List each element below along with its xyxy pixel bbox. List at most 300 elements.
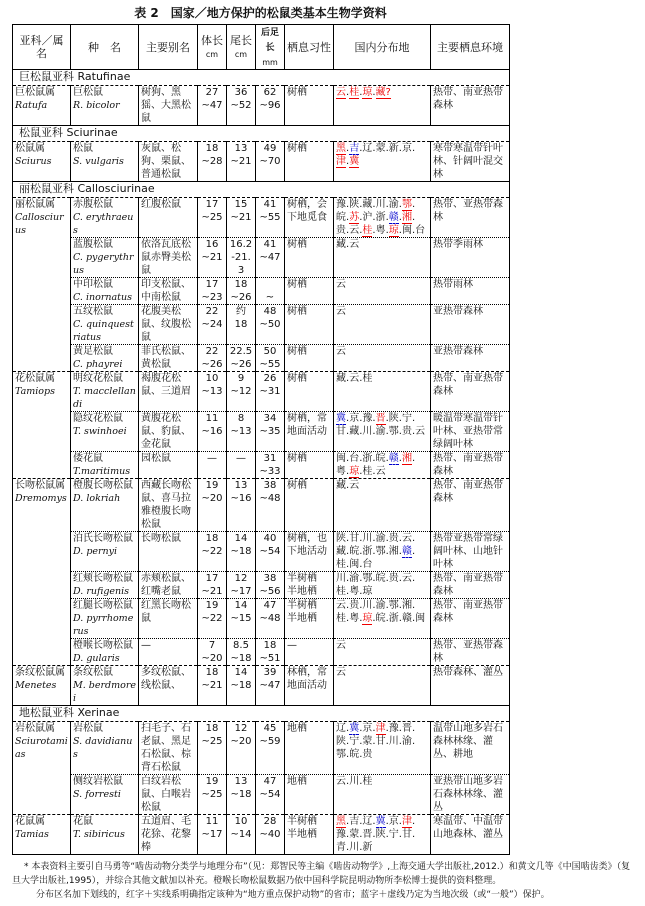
body-unit: cm (205, 49, 219, 59)
province-secondary-protected: 赣 (401, 546, 412, 557)
province-plain: 云 (336, 640, 346, 651)
province-key-protected: 琼 (362, 613, 373, 624)
habitat-cell: 热带、南亚热带森林 (431, 372, 510, 412)
province-plain: 云 (349, 239, 360, 250)
subfamily-name: 地松鼠亚科 Xerinae (13, 706, 510, 722)
body-length: 18 ~21 (198, 666, 227, 706)
province-plain: 豫 (336, 829, 346, 840)
province-plain: 豫 (388, 723, 399, 734)
province-plain: 豫 (362, 413, 373, 424)
province-plain: 京 (349, 413, 360, 424)
species-cn: 蓝腹松鼠 (73, 239, 113, 250)
province-key-protected: 晋 (375, 413, 386, 424)
habit-cell: 树栖 (285, 372, 334, 412)
province-plain: 贵 (349, 600, 360, 611)
province-plain: 云 (336, 600, 346, 611)
province-key-protected: 桂 (362, 225, 373, 236)
province-plain: 京 (401, 143, 412, 154)
species-cn: 泊氏长吻松鼠 (73, 533, 133, 544)
species-cell (71, 412, 139, 452)
genus-cn: 条纹松鼠属 (15, 667, 65, 678)
distribution-cell: 云.桂.琼.藏? (334, 86, 431, 126)
province-plain: 川 (362, 533, 373, 544)
tail-length: 13 ~16 (227, 479, 256, 532)
tail-length: 13 ~21 (227, 142, 256, 182)
province-plain: 闽 (415, 613, 426, 624)
distribution-cell (334, 278, 431, 305)
province-key-protected: 桂 (349, 87, 360, 98)
body-length: 17 ~23 (198, 278, 227, 305)
province-plain: 蒙 (362, 736, 373, 747)
habitat-cell: 热带、亚热带森林 (431, 639, 510, 666)
habit-cell: 地栖 (285, 775, 334, 815)
province-plain: 桂 (336, 613, 346, 624)
province-plain: 皖 (336, 212, 346, 223)
subfamily-row (13, 706, 510, 722)
province-plain: 吉 (349, 816, 360, 827)
tail-length: 22.5 ~26 (227, 345, 256, 372)
table-row (13, 639, 510, 666)
genus-latin: Dremomys (15, 493, 67, 504)
body-length: 10 ~13 (198, 372, 227, 412)
province-plain: 云 (336, 346, 346, 357)
province-plain: 贵 (362, 749, 373, 760)
species-cn: 松鼠 (73, 143, 93, 154)
subfamily-name: 丽松鼠亚科 Callosciurinae (13, 182, 510, 198)
province-plain: 鄂 (388, 600, 399, 611)
habit-cell: 树栖 (285, 305, 334, 345)
body-length: — (198, 452, 227, 479)
table-row (13, 532, 510, 572)
species-cn: 倭花鼠 (73, 453, 103, 464)
province-secondary-protected: 冀 (349, 723, 360, 734)
province-plain: 桂 (362, 776, 373, 787)
table-row (13, 815, 510, 855)
habitat-cell: 亚热带森林 (431, 305, 510, 345)
province-plain: 粤 (349, 586, 360, 597)
alias-cell: 印支松鼠、中南松鼠 (139, 278, 198, 305)
province-plain: 晋 (362, 829, 373, 840)
foot-length: 40 ~54 (256, 532, 285, 572)
habit-cell: 树栖 (285, 452, 334, 479)
province-key-protected: 津 (401, 816, 412, 827)
col-dist: 国内分布地 (334, 25, 431, 70)
species-cn: 侧纹岩松鼠 (73, 776, 123, 787)
table-row (13, 572, 510, 599)
province-plain: 浙 (362, 546, 373, 557)
province-plain: 渝 (375, 426, 386, 437)
province-plain: 贵 (388, 533, 399, 544)
province-plain: 皖 (375, 453, 386, 464)
col-alias: 主要别名 (139, 25, 198, 70)
species-latin: T. sibiricus (73, 829, 125, 840)
province-plain: 皖 (375, 573, 386, 584)
table-row (13, 722, 510, 775)
tail-length: — (227, 452, 256, 479)
footnote-line: * 本表资料主要引自马勇等“啮齿动物分类学与地理分布”（见：郑智民等主编《啮齿动物学》,上海交通大学出版社,2012.）和黄文几等《中国啮齿类》（复旦大学出版社,1995），并综合其他文献加以补充。橙喉长吻松鼠数据乃依中国科学院昆明动物所李松博士提供的资料整理。 (12, 862, 631, 886)
province-plain: 鄂 (375, 546, 386, 557)
alias-cell: 长吻松鼠 (139, 532, 198, 572)
species-cn: 条纹松鼠 (73, 667, 113, 678)
distribution-cell: 黑.吉.辽.蒙.新.京.津.冀 (334, 142, 431, 182)
foot-length: 26 ~31 (256, 372, 285, 412)
tail-length: 8 ~13 (227, 412, 256, 452)
habitat-cell: 寒带寒温带针叶林、针阔叶混交林 (431, 142, 510, 182)
body-length: 19 ~25 (198, 775, 227, 815)
table-row (13, 198, 510, 238)
tail-length: 9 ~12 (227, 372, 256, 412)
habit-cell: 地栖 (285, 722, 334, 775)
province-secondary-protected: 赣 (388, 212, 399, 223)
province-plain: 鄂 (336, 749, 346, 760)
genus-latin: Tamiops (15, 386, 55, 397)
province-plain: 甘 (401, 829, 412, 840)
species-latin: C. pygerythrus (73, 252, 134, 276)
province-plain: 川 (375, 199, 386, 210)
species-latin: T.maritimus (73, 466, 131, 477)
body-length: 17 ~25 (198, 198, 227, 238)
table-row (13, 142, 510, 182)
foot-length: 45 ~59 (256, 722, 285, 775)
province-plain: 渝 (375, 600, 386, 611)
habitat-cell: 热带亚热带常绿阔叶林、山地针叶林 (431, 532, 510, 572)
species-latin: S. vulgaris (73, 156, 124, 167)
habit-cell: 树栖，常地面活动 (285, 412, 334, 452)
table-row (13, 666, 510, 706)
table-row (13, 372, 510, 412)
province-plain: 晋 (401, 723, 412, 734)
foot-length: 38 ~56 (256, 572, 285, 599)
habit-cell: 树栖 (285, 86, 334, 126)
province-plain: 陕 (388, 413, 399, 424)
species-latin: C. phayrei (73, 359, 123, 370)
species-cell (71, 198, 139, 238)
province-plain: 台 (349, 453, 360, 464)
province-key-protected: 鄂 (401, 199, 412, 210)
province-plain: 辽 (362, 816, 373, 827)
province-plain: 藏 (336, 373, 346, 384)
province-plain: 蒙 (349, 829, 360, 840)
genus-cell (13, 479, 71, 666)
alias-cell: 园松鼠 (139, 452, 198, 479)
province-plain: 陕 (349, 199, 360, 210)
province-plain: 云 (336, 776, 346, 787)
tail-length: 14 ~18 (227, 666, 256, 706)
header-row (13, 25, 510, 70)
body-length: 16 ~21 (198, 238, 227, 278)
species-cell (71, 775, 139, 815)
body-length: 19 ~22 (198, 599, 227, 639)
distribution-cell (334, 639, 431, 666)
subfamily-row (13, 70, 510, 86)
province-plain: 渝 (401, 736, 412, 747)
distribution-cell: 陕.甘.川.渝.贵.云.藏.皖.浙.鄂.湘.赣.桂.闽.台 (334, 532, 431, 572)
genus-cell (13, 86, 71, 126)
province-plain: 云 (349, 480, 360, 491)
distribution-cell: 云.贵.川.渝.鄂.湘.桂.粤.琼.皖.浙.赣.闽 (334, 599, 431, 639)
province-plain: 辽 (362, 143, 373, 154)
foot-length: 48 ~50 (256, 305, 285, 345)
table-row (13, 238, 510, 278)
province-plain: 鄂 (388, 426, 399, 437)
table-row (13, 775, 510, 815)
species-latin: D. pyrrhomerus (73, 613, 134, 637)
province-key-protected: 津 (336, 156, 346, 167)
species-latin: R. bicolor (73, 100, 120, 111)
table-row (13, 305, 510, 345)
col-species: 种 名 (71, 25, 139, 70)
province-plain: 赣 (401, 613, 412, 624)
alias-cell: 褐腹花松鼠、三道眉 (139, 372, 198, 412)
tail-length: 约 18 (227, 305, 256, 345)
species-latin: S. davidianus (73, 736, 133, 760)
province-plain: 粤 (336, 466, 346, 477)
distribution-cell: 藏.云 (334, 238, 431, 278)
habit-cell: 树栖，会下地觅食 (285, 198, 334, 238)
tail-unit: cm (234, 49, 248, 59)
species-cn: 隐纹花松鼠 (73, 413, 123, 424)
province-secondary-protected: 冀 (375, 816, 386, 827)
province-plain: 陕 (375, 829, 386, 840)
province-secondary-protected: 冀 (336, 413, 346, 424)
species-cn: 红腿长吻松鼠 (73, 600, 133, 611)
tail-length: 16.2 -21.3 (227, 238, 256, 278)
foot-length: 49 ~70 (256, 142, 285, 182)
species-cn: 赤腹松鼠 (73, 199, 113, 210)
province-plain: 浙 (388, 613, 399, 624)
habitat-cell: 热带、南亚热带森林 (431, 572, 510, 599)
genus-latin: Sciurus (15, 156, 52, 167)
province-plain: 陕 (336, 533, 346, 544)
alias-cell: 花腹美松鼠、纹腹松鼠 (139, 305, 198, 345)
province-plain: 浙 (375, 212, 386, 223)
body-length: 11 ~16 (198, 412, 227, 452)
species-cell (71, 572, 139, 599)
species-latin: D. gularis (73, 653, 120, 664)
tail-length: 8.5 ~18 (227, 639, 256, 666)
species-latin: S. forresti (73, 789, 121, 800)
province-plain: 闽 (349, 559, 360, 570)
species-cell (71, 142, 139, 182)
distribution-cell: 辽.冀.京.津.豫.晋.陕.宁.蒙.甘.川.渝.鄂.皖.贵 (334, 722, 431, 775)
province-plain: 琼 (362, 586, 373, 597)
habitat-cell: 亚热带森林 (431, 345, 510, 372)
table-row (13, 599, 510, 639)
alias-cell: 黄腹花松鼠、豹鼠、金花鼠 (139, 412, 198, 452)
province-plain: 京 (362, 723, 373, 734)
province-key-protected: 琼 (388, 225, 399, 236)
province-plain: 湘 (388, 546, 399, 557)
genus-latin: Ratufa (15, 100, 48, 111)
province-plain: 甘 (375, 736, 386, 747)
province-plain: 藏 (349, 426, 360, 437)
species-cell (71, 639, 139, 666)
foot-length: 18 ~51 (256, 639, 285, 666)
province-plain: 藏 (336, 239, 346, 250)
province-plain: 鄂 (362, 573, 373, 584)
alias-cell: 扫毛子、石老鼠、黑足石松鼠、棕背石松鼠 (139, 722, 198, 775)
province-plain: 云 (336, 279, 346, 290)
habit-cell: 树栖，也下地活动 (285, 532, 334, 572)
distribution-cell: 藏.云.桂 (334, 372, 431, 412)
tail-length: 15 ~21 (227, 198, 256, 238)
table-row (13, 479, 510, 532)
province-plain: 川 (336, 573, 346, 584)
foot-length: 62 ~96 (256, 86, 285, 126)
province-plain: 云 (336, 306, 346, 317)
province-key-protected: 琼 (349, 466, 360, 477)
foot-length: 41 ~55 (256, 198, 285, 238)
genus-cell (13, 666, 71, 706)
footnote-line: 分布区名加下划线的，红字＋实线系明确指定该种为“地方重点保护动物”的省市；蓝字＋虚线乃定为当地次级（或“一般”）保护。 (36, 890, 550, 900)
genus-cell (13, 722, 71, 815)
species-cn: 岩松鼠 (73, 723, 103, 734)
province-plain: 宁 (349, 736, 360, 747)
alias-cell: 红腹松鼠 (139, 198, 198, 238)
subfamily-row (13, 182, 510, 198)
province-plain: 云 (349, 225, 360, 236)
species-cn: 五纹松鼠 (73, 306, 113, 317)
genus-latin: Callosciurus (15, 212, 64, 236)
province-key-protected: 黑 (336, 816, 346, 827)
foot-unit: mm (262, 58, 278, 67)
alias-cell: — (139, 639, 198, 666)
distribution-cell (334, 345, 431, 372)
habit-cell: — (285, 639, 334, 666)
species-cell (71, 479, 139, 532)
distribution-cell (334, 666, 431, 706)
alias-cell: 树狗、黑猺、大黑松鼠 (139, 86, 198, 126)
species-latin: D. pernyi (73, 546, 118, 557)
province-plain: 陕 (336, 736, 346, 747)
alias-cell: 依洛瓦底松鼠赤臀美松鼠 (139, 238, 198, 278)
province-key-protected: 琼 (362, 87, 373, 98)
body-length: 18 ~28 (198, 142, 227, 182)
habit-cell: 半树栖 半地栖 (285, 599, 334, 639)
habitat-cell: 寒温带、中温带山地森林、灌丛 (431, 815, 510, 855)
province-plain: 粤 (349, 613, 360, 624)
habitat-cell: 暖温带寒温带针叶林、亚热带常绿阔叶林 (431, 412, 510, 452)
alias-cell: 白纹岩松鼠、白喉岩松鼠 (139, 775, 198, 815)
province-plain: 台 (415, 225, 426, 236)
body-label: 体长 (201, 33, 223, 47)
body-length: 11 ~17 (198, 815, 227, 855)
province-plain: 皖 (349, 749, 360, 760)
province-plain: 川 (388, 736, 399, 747)
habitat-cell: 亚热带山地多岩石森林林缘、灌丛 (431, 775, 510, 815)
species-latin: D. lokriah (73, 493, 121, 504)
genus-cn: 丽松鼠属 (15, 199, 55, 210)
distribution-cell: 豫.陕.藏.川.渝.鄂.皖.苏.沪.浙.赣.湘.贵.云.桂.粤.琼.闽.台 (334, 198, 431, 238)
province-secondary-protected: 吉 (349, 143, 360, 154)
subfamily-row (13, 126, 510, 142)
province-key-protected: 津 (375, 723, 386, 734)
province-plain: 京 (388, 816, 399, 827)
province-plain: 皖 (349, 546, 360, 557)
province-plain: 甘 (349, 533, 360, 544)
genus-cn: 花松鼠属 (15, 373, 55, 384)
species-cell (71, 452, 139, 479)
province-plain: 宁 (401, 413, 412, 424)
tail-length: 14 ~15 (227, 599, 256, 639)
distribution-cell: 冀.京.豫.晋.陕.宁.甘.藏.川.渝.鄂.贵.云 (334, 412, 431, 452)
habitat-cell: 热带森林、灌丛 (431, 666, 510, 706)
tail-length: 12 ~17 (227, 572, 256, 599)
province-plain: 贵 (388, 573, 399, 584)
data-table (12, 24, 510, 855)
distribution-cell: 云.川.桂 (334, 775, 431, 815)
habitat-cell: 热带、南亚热带森林 (431, 86, 510, 126)
alias-cell: 多纹松鼠、线松鼠、 (139, 666, 198, 706)
province-plain: 青 (336, 842, 346, 853)
col-foot (256, 25, 285, 70)
genus-latin: Menetes (15, 680, 57, 691)
species-cell (71, 86, 139, 126)
province-plain: 渝 (349, 573, 360, 584)
distribution-cell: 黑.吉.辽.冀.京.津.豫.蒙.晋.陕.宁.甘.青.川.新 (334, 815, 431, 855)
habit-cell: 半树栖 半地栖 (285, 815, 334, 855)
foot-length: 39 ~47 (256, 666, 285, 706)
alias-cell: 红黑长吻松鼠 (139, 599, 198, 639)
species-cn: 黄足松鼠 (73, 346, 113, 357)
genus-cell (13, 815, 71, 855)
province-plain: 藏 (336, 480, 346, 491)
species-cell (71, 278, 139, 305)
species-latin: C. erythraeus (73, 212, 134, 236)
tail-length: 14 ~18 (227, 532, 256, 572)
genus-cn: 巨松鼠属 (15, 87, 55, 98)
province-plain: 沪 (362, 212, 373, 223)
species-cn: 中印松鼠 (73, 279, 113, 290)
alias-cell: 灰鼠、松狗、栗鼠、普通松鼠 (139, 142, 198, 182)
species-latin: D. rufigenis (73, 586, 130, 597)
genus-cn: 松鼠属 (15, 143, 45, 154)
body-length: 18 ~25 (198, 722, 227, 775)
species-cn: 红颊长吻松鼠 (73, 573, 133, 584)
species-cell (71, 722, 139, 775)
species-cell (71, 345, 139, 372)
tail-label: 尾长 (230, 33, 252, 47)
species-latin: C. inornatus (73, 292, 132, 303)
province-key-protected: 云 (336, 87, 346, 98)
province-plain: 新 (388, 143, 399, 154)
province-plain: 贵 (401, 426, 412, 437)
species-cell (71, 666, 139, 706)
distribution-cell: 藏.云 (334, 479, 431, 532)
province-plain: 云 (349, 373, 360, 384)
habit-cell: 半树栖 半地栖 (285, 572, 334, 599)
species-cn: 明纹花松鼠 (73, 373, 123, 384)
species-latin: T. macclellandi (73, 386, 136, 410)
province-key-protected: 湘 (401, 212, 412, 223)
habitat-cell: 热带季雨林 (431, 238, 510, 278)
province-plain: 豫 (336, 199, 346, 210)
col-habit: 栖息习性 (285, 25, 334, 70)
habitat-cell: 热带、亚热带森林 (431, 198, 510, 238)
subfamily-name: 松鼠亚科 Sciurinae (13, 126, 510, 142)
province-key-protected: 藏? (375, 87, 391, 98)
genus-cell (13, 198, 71, 372)
province-plain: 渝 (375, 533, 386, 544)
genus-cell (13, 142, 71, 182)
genus-cn: 长吻松鼠属 (15, 480, 65, 491)
foot-length: 41 ~47 (256, 238, 285, 278)
habit-cell: 树栖 (285, 479, 334, 532)
body-length: 17 ~21 (198, 572, 227, 599)
species-cell (71, 372, 139, 412)
table-row (13, 86, 510, 126)
body-length: 22 ~26 (198, 345, 227, 372)
